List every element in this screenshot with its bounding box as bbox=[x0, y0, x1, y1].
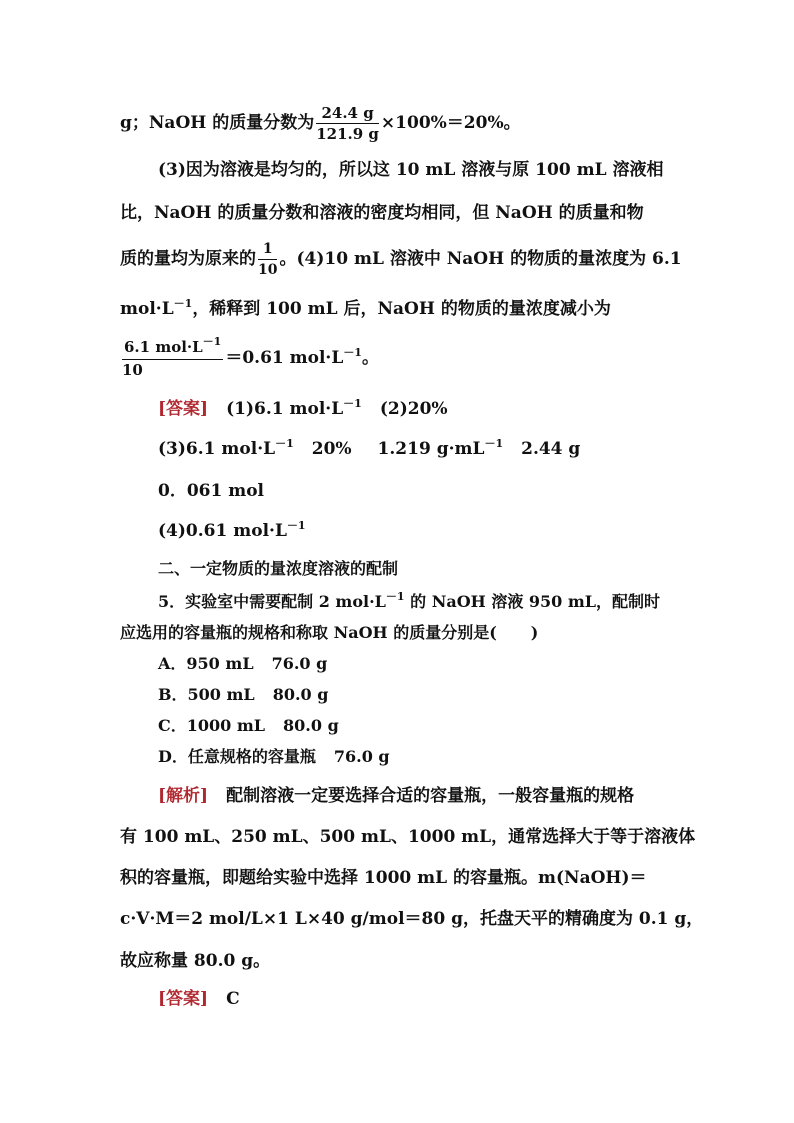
superscript: －1 bbox=[343, 346, 362, 359]
analysis-line-1 bbox=[158, 785, 634, 807]
text: (4)0.61 mol·L bbox=[158, 521, 287, 541]
option-d bbox=[158, 746, 390, 768]
text: 20% bbox=[311, 439, 352, 459]
text: (2)20% bbox=[379, 399, 448, 419]
solution-line-5 bbox=[120, 298, 611, 322]
superscript: －1 bbox=[202, 335, 222, 348]
text: 1.219 g·mL bbox=[377, 439, 485, 459]
answer-line-3: 0．061 mol bbox=[158, 481, 265, 501]
text: 应选用的容量瓶的规格和称取 NaOH 的质量分别是( bbox=[120, 623, 497, 642]
option-label: B．500 mL bbox=[158, 685, 255, 704]
answer-tag: [答案] bbox=[158, 989, 209, 1009]
text: ＝0.61 mol·L bbox=[225, 348, 344, 368]
final-answer-line bbox=[158, 988, 240, 1010]
answer-line-2 bbox=[158, 438, 580, 462]
fraction-mass bbox=[316, 104, 379, 143]
text: (1)6.1 mol·L bbox=[226, 399, 344, 419]
text: ) bbox=[530, 623, 539, 642]
option-label: D．任意规格的容量瓶 bbox=[158, 747, 316, 766]
text: 。(4)10 mL 溶液中 NaOH 的物质的量浓度为 6.1 bbox=[279, 249, 682, 269]
answer-line-1 bbox=[158, 398, 448, 422]
fraction-numerator: 24.4 g bbox=[316, 104, 379, 124]
analysis-line-2: 有 100 mL、250 mL、500 mL、1000 mL，通常选择大于等于溶液体 bbox=[120, 827, 696, 847]
fraction-denominator: 121.9 g bbox=[316, 125, 379, 143]
superscript: －1 bbox=[173, 297, 193, 310]
option-value: 76.0 g bbox=[271, 654, 328, 673]
option-value: 80.0 g bbox=[272, 685, 329, 704]
option-label: A．950 mL bbox=[158, 654, 254, 673]
text: ，稀释到 100 mL 后，NaOH 的物质的量浓度减小为 bbox=[192, 299, 611, 319]
solution-line-2: (3)因为溶液是均匀的，所以这 10 mL 溶液与原 100 mL 溶液相 bbox=[158, 160, 664, 180]
superscript: －1 bbox=[286, 519, 306, 532]
text: (3)6.1 mol·L bbox=[158, 439, 276, 459]
text: 配制溶液一定要选择合适的容量瓶，一般容量瓶的规格 bbox=[226, 786, 635, 806]
analysis-line-3: 积的容量瓶，即题给实验中选择 1000 mL 的容量瓶。m(NaOH)＝ bbox=[120, 868, 647, 888]
text: 的 NaOH 溶液 950 mL，配制时 bbox=[404, 592, 661, 611]
fraction-denominator: 10 bbox=[122, 361, 143, 379]
section-heading: 二、一定物质的量浓度溶液的配制 bbox=[158, 559, 399, 578]
answer-line-4 bbox=[158, 520, 306, 544]
option-c bbox=[158, 715, 339, 737]
fraction-numerator: 1 bbox=[258, 240, 277, 260]
analysis-tag: [解析] bbox=[158, 786, 209, 806]
answer-tag: [答案] bbox=[158, 399, 209, 419]
option-value: 76.0 g bbox=[333, 747, 390, 766]
superscript: －1 bbox=[275, 437, 294, 450]
fraction-numerator bbox=[122, 335, 223, 360]
fraction-dilution bbox=[122, 335, 223, 379]
text: 5．实验室中需要配制 2 mol·L bbox=[158, 592, 386, 611]
option-b bbox=[158, 684, 328, 706]
option-label: C．1000 mL bbox=[158, 716, 266, 735]
question-5-line-2 bbox=[120, 622, 538, 644]
text: mol·L bbox=[120, 299, 174, 319]
text: 。 bbox=[361, 348, 379, 368]
analysis-line-4: c·V·M＝2 mol/L×1 L×40 g/mol＝80 g，托盘天平的精确度为 0.1 g， bbox=[120, 909, 704, 929]
answer-value: C bbox=[226, 989, 240, 1009]
text: 6.1 mol·L bbox=[124, 338, 203, 356]
text: g；NaOH 的质量分数为 bbox=[120, 113, 315, 133]
text: 2.44 g bbox=[521, 439, 581, 459]
option-value: 80.0 g bbox=[283, 716, 339, 735]
solution-line-6 bbox=[120, 335, 379, 379]
analysis-line-5: 故应称量 80.0 g。 bbox=[120, 951, 271, 971]
option-a bbox=[158, 653, 327, 675]
question-5-line-1 bbox=[158, 591, 660, 615]
superscript: －1 bbox=[343, 397, 362, 410]
fraction-one-tenth bbox=[258, 240, 277, 279]
text: ×100%＝20%。 bbox=[380, 113, 521, 133]
superscript: －1 bbox=[484, 437, 504, 450]
solution-line-4 bbox=[120, 240, 682, 279]
solution-line-3: 比，NaOH 的质量分数和溶液的密度均相同，但 NaOH 的质量和物 bbox=[120, 203, 644, 223]
fraction-denominator: 10 bbox=[258, 262, 278, 278]
text: 质的量均为原来的 bbox=[120, 249, 256, 269]
solution-line-1 bbox=[120, 104, 521, 143]
superscript: －1 bbox=[385, 590, 405, 603]
